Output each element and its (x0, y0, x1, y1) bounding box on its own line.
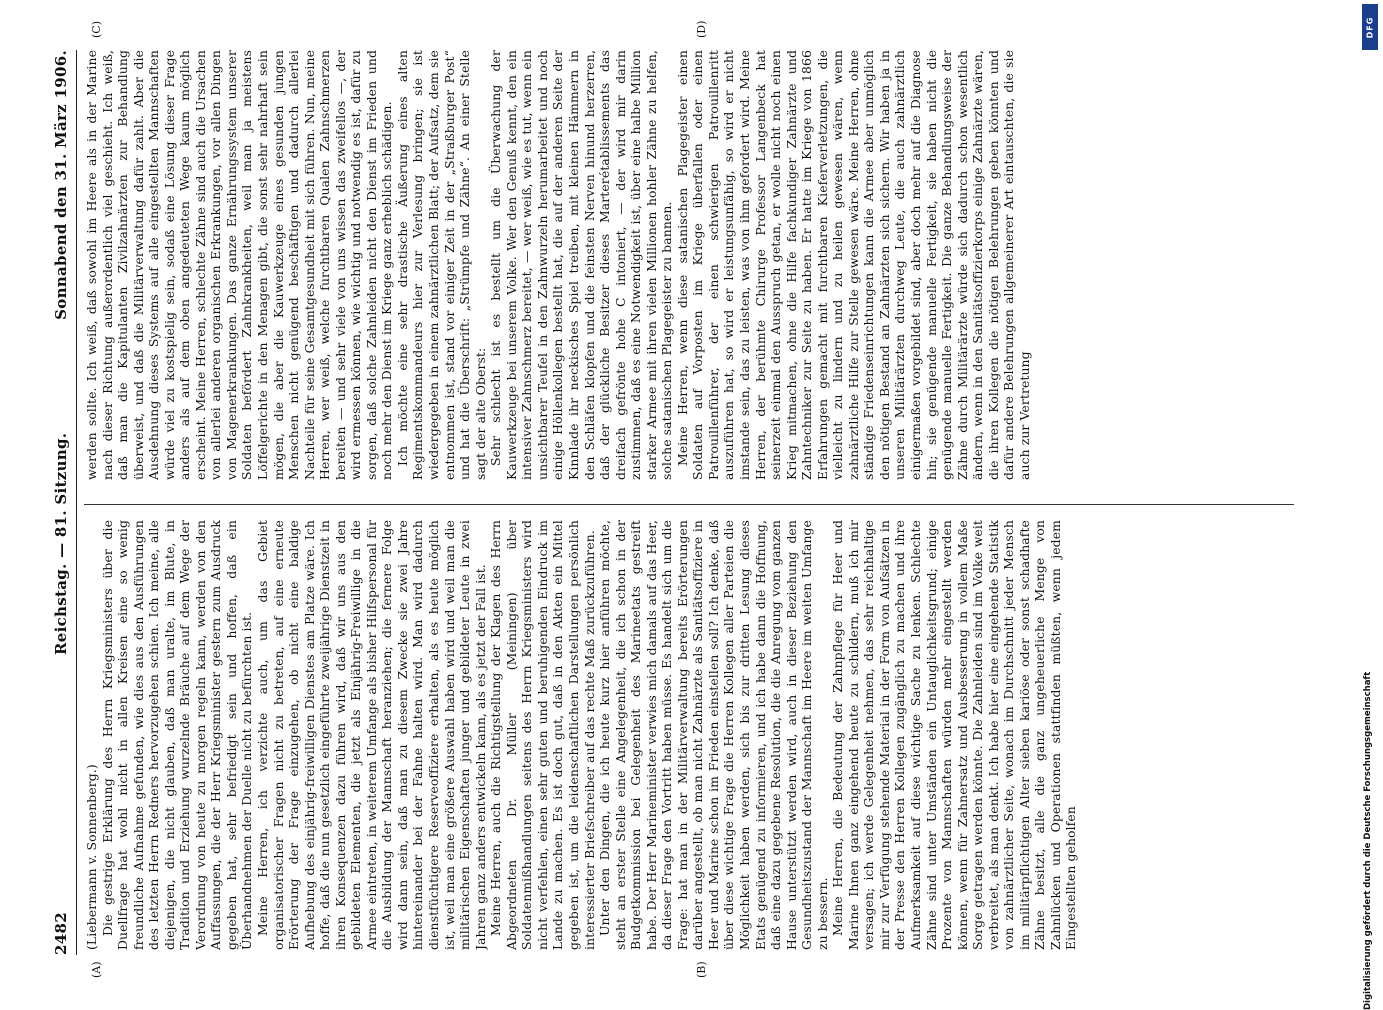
paragraph: Ich möchte eine sehr drastische Äußerung eines alten Regimentskommandeurs hier zur Verlesung bringen; sie ist wiedergegeben in einem zahnärztlichen Blatt; der Aufsatz, dem sie entnommen ist, stand vor einiger Zeit in der „Straßburger Post“ und hat die Überschrift: „Strümpfe und Zähne“. An einer Stelle sagt der alte Oberst: (394, 50, 488, 480)
paragraph: Meine Herren, die Bedeutung der Zahnpflege für Heer und Marine Ihnen ganz eingehend heute zu schildern, muß ich mir versagen; ich werde Gelegenheit nehmen, das sehr reichhaltige mir zur Verfügung stehende Material in der Form von Aufsätzen in der Presse den Herren Kollegen zugänglich zu machen und ihre Aufmerksamkeit auf diese wichtige Sache zu lenken. Schlechte Zähne sind unter Umständen ein Untauglichkeitsgrund; einige Prozente von Mannschaften würden mehr eingestellt werden können, wenn für Zahnersatz und Ausbesserung in vollem Maße Sorge getragen werden könnte. Die Zahnleiden sind im Volke weit verbreitet, als man denkt. Ich habe hier eine eingehende Statistik von zahnärztlicher Seite, wonach im Durchschnitt jeder Mensch im militärpflichtigen Alter sieben kariöse oder sonst schadhafte Zähne besitzt, alle die ganz ungeheuerliche Menge von Zahnlücken und Operationen stattfinden müßten, wenn jedem Eingestellten geholfen (830, 520, 1079, 950)
digitization-credit (1358, 10, 1378, 1010)
paragraph: werden sollte. Ich weiß, daß sowohl im Heere als in der Marine nach dieser Richtung außerordentlich viel geschieht. Ich weiß, daß man die Kapitulanten Zivilzahnärzten zur Behandlung überweist, und daß die Militärverwaltung dafür zahlt. Aber die Ausdehnung dieses Systems auf alle eingestellten Mannschaften würde viel zu kostspielig sein, sodaß eine Lösung dieser Frage anders als auf dem oben angedeuteten Wege kaum möglich erscheint. Meine Herren, schlechte Zähne sind auch die Ursachen von allerlei anderen organischen Erkrankungen, vor allen Dingen von Magenerkrankungen. Das ganze Ernährungssystem unserer Soldaten befördert Zahnkrankheiten, weil man ja meistens Löffelgerichte in den Menagen gibt, die sonst sehr nahrhaft sein mögen, die aber die Kauwerkzeuge eines gesunden jungen Menschen nicht genügend beschäftigen und dadurch allerlei Nachteile für seine Gesamtgesundheit mit sich führen. Nun, meine Herren, wer weiß, welche furchtbaren Qualen Zahnschmerzen bereiten — und sehr viele von uns wissen das zweifellos —, der wird ermessen können, wie wichtig und notwendig es ist, dafür zu sorgen, daß solche Zahnleiden nicht den Dienst im Frieden und noch mehr den Dienst im Kriege ganz erheblich schädigen. (84, 50, 395, 480)
paragraph: Meine Herren, wenn diese satanischen Plagegeister einen Soldaten auf Vorposten im Kriege überfallen oder einen Patrouillenführer, der einen schwierigen Patrouillenritt auszuführen hat, so wird er leistungsunfähig, so wird er nicht imstande sein, das zu leisten, was von ihm gefordert wird. Meine Herren, der berühmte Chirurge Professor Langenbeck hat seinerzeit einmal den Ausspruch getan, er wolle nicht noch einen Krieg mitmachen, ohne die Hilfe fachkundiger Zahnärzte und Zahntechniker zur Seite zu haben. Er hatte im Kriege von 1866 Erfahrungen gemacht mit furchtbaren Kieferverletzungen, die vielleicht zu lindern und zu heilen gewesen wären, wenn zahnärztliche Hilfe zur Stelle gewesen wäre. Meine Herren, ohne ständige Friedenseinrichtungen kann die Armee aber unmöglich den nötigen Bestand an Zahnärzten sich sichern. Wir haben ja in unseren Militärärzten durchweg Leute, die auch zahnärztlich einigermaßen vorgebildet sind, aber doch mehr auf die Diagnose hin; sie genügende manuelle Fertigkeit, sie haben nicht die genügende manuelle Fertigkeit. Die ganze Behandlungsweise der Zähne durch Militärärzte würde sich dadurch schon wesentlich ändern, wenn in den Sanitätsoffizierkorps einige Zahnärzte wären, die ihren Kollegen die nötigen Belehrungen geben könnten und dafür andere Belehrungen allgemeinerer Art eintauschten, die sie auch zur Vertretung (674, 50, 1032, 480)
dfg-logo: DFG (1362, 4, 1378, 50)
right-column (84, 50, 1294, 480)
running-head (52, 50, 78, 955)
margin-letter-a: (A) (90, 961, 103, 978)
header-rule (76, 50, 77, 955)
left-column (84, 520, 1294, 950)
margin-letter-d: (D) (695, 20, 708, 38)
margin-letter-c: (C) (90, 21, 103, 38)
column-rule (84, 504, 1294, 505)
page-title: Reichstag. — 81. Sitzung. (52, 432, 70, 655)
speaker-name: (Liebermann v. Sonnenberg.) (84, 764, 99, 950)
credit-text: Digitalisierung gefördert durch die Deutsche Forschungsgemeinschaft (1363, 671, 1373, 1010)
paragraph: Meine Herren, auch die Richtigstellung der Klagen des Herrn Abgeordneten Dr. Müller (Meiningen) über Soldatenmißhandlungen seitens des Herrn Kriegsministers wird nicht verfehlen, einen sehr guten und beruhigenden Eindruck im Lande zu machen. Es ist doch gut, daß in den Akten ein Mittel gegeben ist, um die leidenschaftlichen Darstellungen persönlich interessierter Briefschreiber auf das rechte Maß zurückzuführen. (488, 520, 597, 950)
paragraph: Meine Herren, ich verzichte auch, um das Gebiet organisatorischer Fragen nicht zu betreten, auf eine erneute Erörterung der Frage einzugehen, ob nicht eine baldige Aufhebung des einjährig-freiwilligen Dienstes am Platze wäre. Ich hoffe, daß die nun gesetzlich eingeführte zweijährige Dienstzeit in ihren Konsequenzen dazu führen wird, daß wir uns aus den gebildeten Elementen, die jetzt als Einjährig-Freiwillige in die Armee eintreten, in weiterem Umfange als bisher Hilfspersonal für die Ausbildung der Mannschaft heranziehen; die fernere Folge wird dann sein, daß man zu diesem Zwecke sie zwei Jahre hintereinander bei der Fahne halten wird. Man wird dadurch dienstfüchtigere Reserveoffiziere erhalten, als es heute möglich ist, weil man eine größere Auswahl haben wird und weil man die militärischen Eigenschaften junger und gebildeter Leute in zwei Jahren ganz anders entwickeln kann, als es jetzt der Fall ist. (255, 520, 488, 950)
paragraph: Die gestrige Erklärung des Herrn Kriegsministers über die Duellfrage hat wohl nicht in allen Kreisen eine so wenig freundliche Aufnahme gefunden, wie dies aus den Ausführungen des letzten Herrn Redners hervorzugehen schien. Ich meine, alle diejenigen, die nicht glauben, daß man uralte, im Blute, in Tradition und Erziehung wurzelnde Bräuche auf dem Wege der Verordnung von heute zu morgen regeln kann, werden von den Auffassungen, die der Herr Kriegsminister gestern zum Ausdruck gegeben hat, sehr befriedigt sein und hoffen, daß ein Überhandnehmen der Duelle nicht zu befürchten ist. (99, 520, 255, 950)
quotation: Sehr schlecht ist es bestellt um die Überwachung der Kauwerkzeuge bei unserem Volke. Wer den Genuß kennt, den ein intensiver Zahnschmerz bereitet, — wer weiß, wie es tut, wenn ein unsichtbarer Teufel in den Zahnwurzeln herumarbeitet und noch einige Höllenkollegen bestellt hat, die auf der anderen Seite der Kinnlade ihr neckisches Spiel treiben, mit kleinen Hämmern in den Schläfen klopfen und die feinsten Nerven hinund herzerren, daß der glückliche Besitzer dieses Marterétablissements das dreifach gefrönte hohe C intoniert, — der wird mir darin zustimmen, daß es eine Notwendigkeit ist, über eine halbe Million starker Armee mit ihren vielen Millionen hohler Zähne zu helfen, solche satanischen Plagegeister zu bannen. (488, 50, 675, 480)
page-number: 2482 (52, 912, 70, 955)
page-date: Sonnabend den 31. März 1906. (52, 50, 70, 320)
margin-letter-b: (B) (695, 961, 708, 978)
paragraph: Unter den Dingen, die ich heute kurz hier anführen möchte, steht an erster Stelle eine Angelegenheit, die ich schon in der Budgetkommission bei Gelegenheit des Marineetats gestreift habe. Der Herr Marineminister verwies mich damals auf das Heer, da dieser Frage den Vortritt haben müsse. Es handelt sich um die Frage: hat man in der Militärverwaltung bereits Erörterungen darüber angestellt, ob man nicht Zahnärzte als Sanitätsoffiziere in Heer und Marine schon im Frieden einstellen soll? Ich denke, daß über diese wichtige Frage die Herren Kollegen aller Parteien die Möglichkeit haben werden, sich bis zur dritten Lesung dieses Etats genügend zu informieren, und ich habe dann die Hoffnung, daß eine dazu gegebene Resolution, die die Anregung vom ganzen Hause unterstützt werden wird, auch in dieser Beziehung den Gesundheitszustand der Mannschaft im Heere im weiten Umfange zu bessern. (597, 520, 830, 950)
